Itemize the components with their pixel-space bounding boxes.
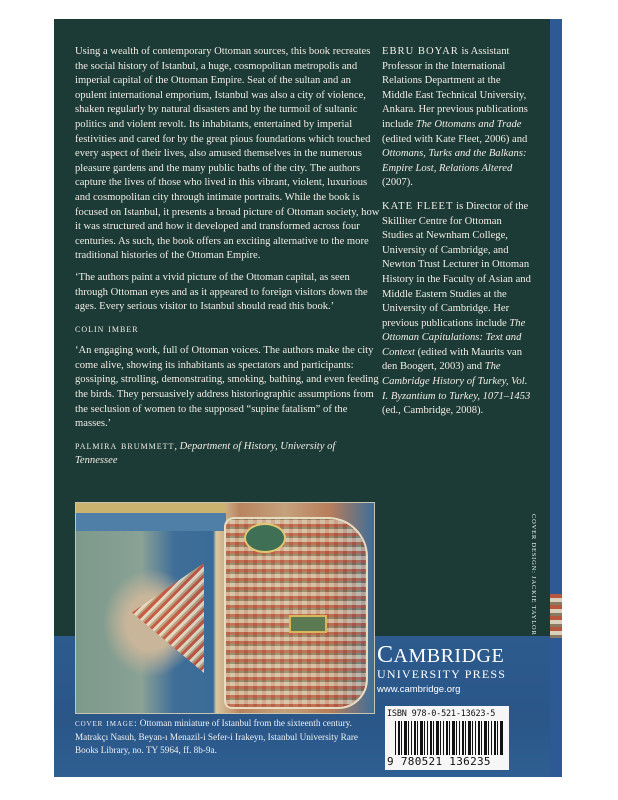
publisher-logo — [377, 644, 527, 695]
author-bios — [382, 45, 532, 428]
review-quote-2: ‘An engaging work, full of Ottoman voices. The authors make the city come alive, showing its inhabitants as spectators and participants: gossiping, strolling, demonstrating, smoking, bathing, and even feeding the birds. They persuasively address historiographic assumptions from the seclusion of women to the supposed “supine fatalism” of the masses.’ — [75, 345, 379, 430]
review-attribution-1 — [75, 322, 380, 338]
book-title: The Cambridge History of Turkey, Vol. I. Byzantium to Turkey, 1071–1453 — [382, 361, 531, 402]
cover-map-image — [75, 502, 375, 714]
bio-name: EBRU BOYAR — [382, 46, 459, 57]
reviewer-affiliation-2: , Department of History, University of Tennessee — [75, 440, 336, 467]
spine-map-fragment — [550, 594, 562, 638]
isbn-barcode-box — [385, 706, 509, 770]
cover-designer-credit: COVER DESIGN: JACKIE TAYLOR — [530, 514, 537, 636]
cover-image-credit — [75, 717, 375, 757]
reviewer-name-1: colin imber — [75, 322, 139, 335]
review-attribution-2 — [75, 439, 380, 469]
blurb-column — [75, 45, 380, 476]
bio-ebru-boyar: EBRU BOYAR is Assistant Professor in the International Relations Department at the Middle East Technical University, Ankara. Her previous publications include The Ottomans and Trade (edited with Kate Fleet, 2006) and Ottomans, Turks and the Balkans: Empire Lost, Relations Altered (2007). — [382, 46, 528, 189]
book-title: Ottomans, Turks and the Balkans: Empire Lost, Relations Altered — [382, 148, 527, 174]
map-old-city — [224, 517, 368, 709]
map-galata-shore — [76, 503, 226, 531]
cover-image-label: cover image: — [75, 719, 138, 729]
map-topkapi-palace — [244, 523, 286, 553]
publisher-name: CAMBRIDGE — [377, 642, 505, 668]
cover-image-description: Ottoman miniature of Istanbul from the sixteenth century. Matrakçı Nasuh, Beyan-ı Menazil-i Sefer-i Irakeyn, Istanbul University Rare Books Library, no. TY 5964, ff. 8b-9a. — [75, 718, 358, 755]
bio-name: KATE FLEET — [382, 200, 454, 212]
publisher-subtitle: UNIVERSITY PRESS — [377, 667, 507, 681]
publisher-url: www.cambridge.org — [377, 684, 461, 695]
book-title: The Ottoman Capitulations: Text and Context — [382, 317, 526, 358]
book-title: The Ottomans and Trade — [415, 118, 522, 130]
isbn-label: ISBN 978-0-521-13623-5 — [387, 709, 496, 719]
map-hippodrome — [289, 615, 327, 633]
book-description: Using a wealth of contemporary Ottoman sources, this book recreates the social history of Istanbul, a huge, cosmopolitan metropolis and imperial capital of the Ottoman Empire. Seat of the sultan and an opulent international emporium, Istanbul was also a city of violence, shaken regularly by natural disasters and by the turmoil of sultanic politics and violent revolt. Its inhabitants, entertained by imperial festivities and cared for by the great pious foundations which touched every aspect of their lives, also amused themselves in the numerous pleasure gardens and the many public baths of the city. The authors capture the lives of those who lived in this vibrant, violent, luxurious and cosmopolitan city through intimate portraits. While the book is focused on Istanbul, it presents a broad picture of Ottoman society, how it was structured and how it developed and transformed across four centuries. As such, the book offers an exciting alternative to the more traditional histories of the Ottoman Empire. — [75, 46, 380, 262]
barcode-icon — [395, 721, 503, 755]
barcode-digits: 9 780521 136235 — [387, 755, 491, 768]
reviewer-name-2: palmira brummett — [75, 439, 175, 452]
book-back-cover — [54, 19, 550, 777]
map-galata-city — [124, 563, 204, 673]
bio-kate-fleet: KATE FLEET is Director of the Skilliter Centre for Ottoman Studies at Newnham College, University of Cambridge, and Newton Trust Lecturer in Ottoman History in the Faculty of Asian and Middle Eastern Studies at the University of Cambridge. Her previous publications include The Ottoman Capitulations: Text and Context (edited with Maurits van den Boogert, 2003) and The Cambridge History of Turkey, Vol. I. Byzantium to Turkey, 1071–1453 (ed., Cambridge, 2008). — [382, 200, 531, 417]
spine-edge — [550, 19, 562, 777]
review-quote-1: ‘The authors paint a vivid picture of the Ottoman capital, as seen through Ottoman eyes and as it appeared to foreign visitors down the ages. Every serious visitor to Istanbul should read this book.’ — [75, 271, 368, 313]
